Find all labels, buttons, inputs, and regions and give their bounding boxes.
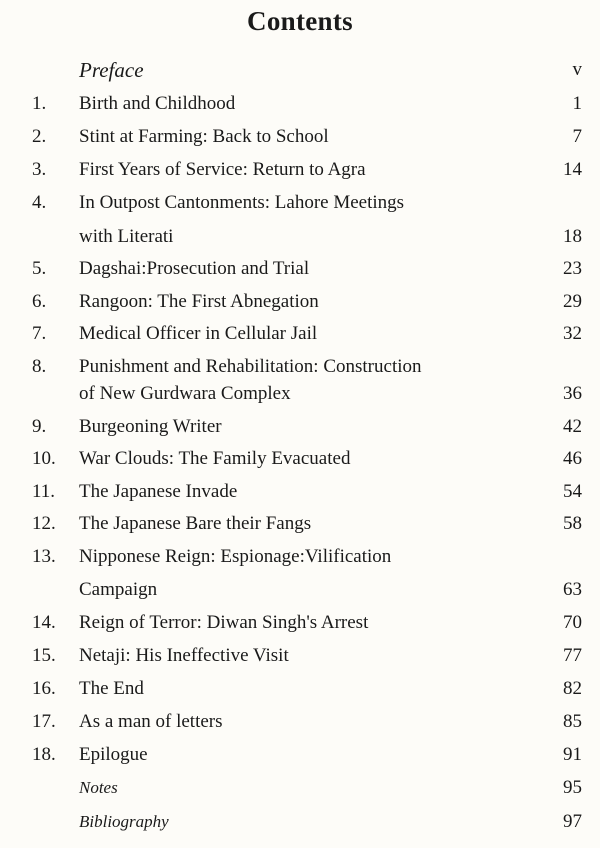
toc-entry-title: Nipponese Reign: Espionage:Vilification: [79, 546, 392, 567]
toc-entry[interactable]: [0, 257, 600, 281]
toc-entry-number: 17.: [32, 711, 56, 732]
toc-entry-page: 1: [572, 93, 582, 114]
toc-entry-number: 12.: [32, 513, 56, 534]
toc-entry[interactable]: [0, 322, 600, 346]
toc-entry[interactable]: [0, 191, 600, 215]
toc-entry[interactable]: [0, 644, 600, 668]
toc-entry-title: The End: [79, 678, 144, 699]
toc-entry-title: Epilogue: [79, 744, 148, 765]
toc-entry-title: In Outpost Cantonments: Lahore Meetings: [79, 192, 405, 213]
toc-entry-page: 42: [563, 416, 582, 437]
toc-entry-page: 70: [563, 612, 582, 633]
toc-entry-page: 36: [563, 383, 582, 404]
toc-entry-page: 23: [563, 258, 582, 279]
toc-entry[interactable]: [0, 355, 600, 379]
toc-entry-number: 10.: [32, 448, 56, 469]
toc-entry-continuation[interactable]: [0, 382, 600, 406]
toc-entry-number: 13.: [32, 546, 56, 567]
toc-entry-title: Netaji: His Ineffective Visit: [79, 645, 289, 666]
toc-entry-bibliography[interactable]: [0, 810, 600, 834]
toc-entry[interactable]: [0, 743, 600, 767]
toc-entry[interactable]: [0, 480, 600, 504]
toc-entry-title: Stint at Farming: Back to School: [79, 126, 329, 147]
toc-entry-title: Punishment and Rehabilitation: Construction: [79, 356, 422, 377]
toc-entry-page: 32: [563, 323, 582, 344]
toc-entry-title: Notes: [79, 778, 118, 797]
toc-entry-number: 4.: [32, 192, 47, 213]
page-title: Contents: [247, 6, 353, 36]
toc-entry-page: 95: [563, 777, 582, 798]
toc-entry[interactable]: [0, 447, 600, 471]
toc-entry-continuation[interactable]: [0, 578, 600, 602]
toc-entry-number: 14.: [32, 612, 56, 633]
toc-entry-number: 6.: [32, 291, 47, 312]
toc-entry-number: 1.: [32, 93, 47, 114]
toc-entry-title: As a man of letters: [79, 711, 223, 732]
toc-entry-preface[interactable]: [0, 58, 600, 82]
toc-entry-title: Burgeoning Writer: [79, 416, 222, 437]
toc-entry[interactable]: [0, 415, 600, 439]
toc-entry-page: 63: [563, 579, 582, 600]
toc-entry-number: 11.: [32, 481, 56, 502]
toc-entry-page: 91: [563, 744, 582, 765]
toc-entry-title: Preface: [79, 58, 144, 82]
toc-entry-page: 14: [563, 159, 582, 180]
toc-entry-number: 5.: [32, 258, 47, 279]
toc-entry-title: Bibliography: [79, 812, 169, 831]
toc-entry-number: 9.: [32, 416, 47, 437]
toc-entry-page: 58: [563, 513, 582, 534]
toc-entry-number: 8.: [32, 356, 47, 377]
toc-entry-page: 29: [563, 291, 582, 312]
toc-entry-title-continued: Campaign: [79, 579, 158, 600]
toc-entry-page: 77: [563, 645, 582, 666]
toc-entry-number: 2.: [32, 126, 47, 147]
toc-entry-title: Medical Officer in Cellular Jail: [79, 323, 318, 344]
toc-entry-page: 7: [572, 126, 582, 147]
toc-entry-title-continued: of New Gurdwara Complex: [79, 383, 291, 404]
toc-entry-title: Birth and Childhood: [79, 93, 236, 114]
toc-entry-title: Dagshai:Prosecution and Trial: [79, 258, 310, 279]
toc-entry[interactable]: [0, 677, 600, 701]
toc-entry-title-continued: with Literati: [79, 226, 174, 247]
toc-entry-number: 3.: [32, 159, 47, 180]
toc-entry-number: 18.: [32, 744, 56, 765]
toc-entry[interactable]: [0, 545, 600, 569]
toc-entry-notes[interactable]: [0, 776, 600, 800]
toc-entry-page: 82: [563, 678, 582, 699]
toc-entry-title: The Japanese Invade: [79, 481, 238, 502]
toc-entry[interactable]: [0, 92, 600, 116]
toc-entry[interactable]: [0, 158, 600, 182]
toc-entry-page: 85: [563, 711, 582, 732]
toc-entry-continuation[interactable]: [0, 225, 600, 249]
toc-entry-page: 18: [563, 226, 582, 247]
toc-entry[interactable]: [0, 611, 600, 635]
toc-entry-title: Reign of Terror: Diwan Singh's Arrest: [79, 612, 369, 633]
toc-entry-title: First Years of Service: Return to Agra: [79, 159, 366, 180]
toc-entry[interactable]: [0, 125, 600, 149]
toc-entry-title: War Clouds: The Family Evacuated: [79, 448, 351, 469]
toc-entry-page: v: [572, 59, 582, 80]
toc-entry-title: The Japanese Bare their Fangs: [79, 513, 312, 534]
toc-entry-page: 46: [563, 448, 582, 469]
toc-entry-page: 54: [563, 481, 582, 502]
toc-entry[interactable]: [0, 290, 600, 314]
toc-entry[interactable]: [0, 710, 600, 734]
toc-entry[interactable]: [0, 512, 600, 536]
toc-entry-number: 7.: [32, 323, 47, 344]
toc-entry-number: 15.: [32, 645, 56, 666]
toc-entry-page: 97: [563, 811, 582, 832]
toc-entry-title: Rangoon: The First Abnegation: [79, 291, 319, 312]
toc-entry-number: 16.: [32, 678, 56, 699]
